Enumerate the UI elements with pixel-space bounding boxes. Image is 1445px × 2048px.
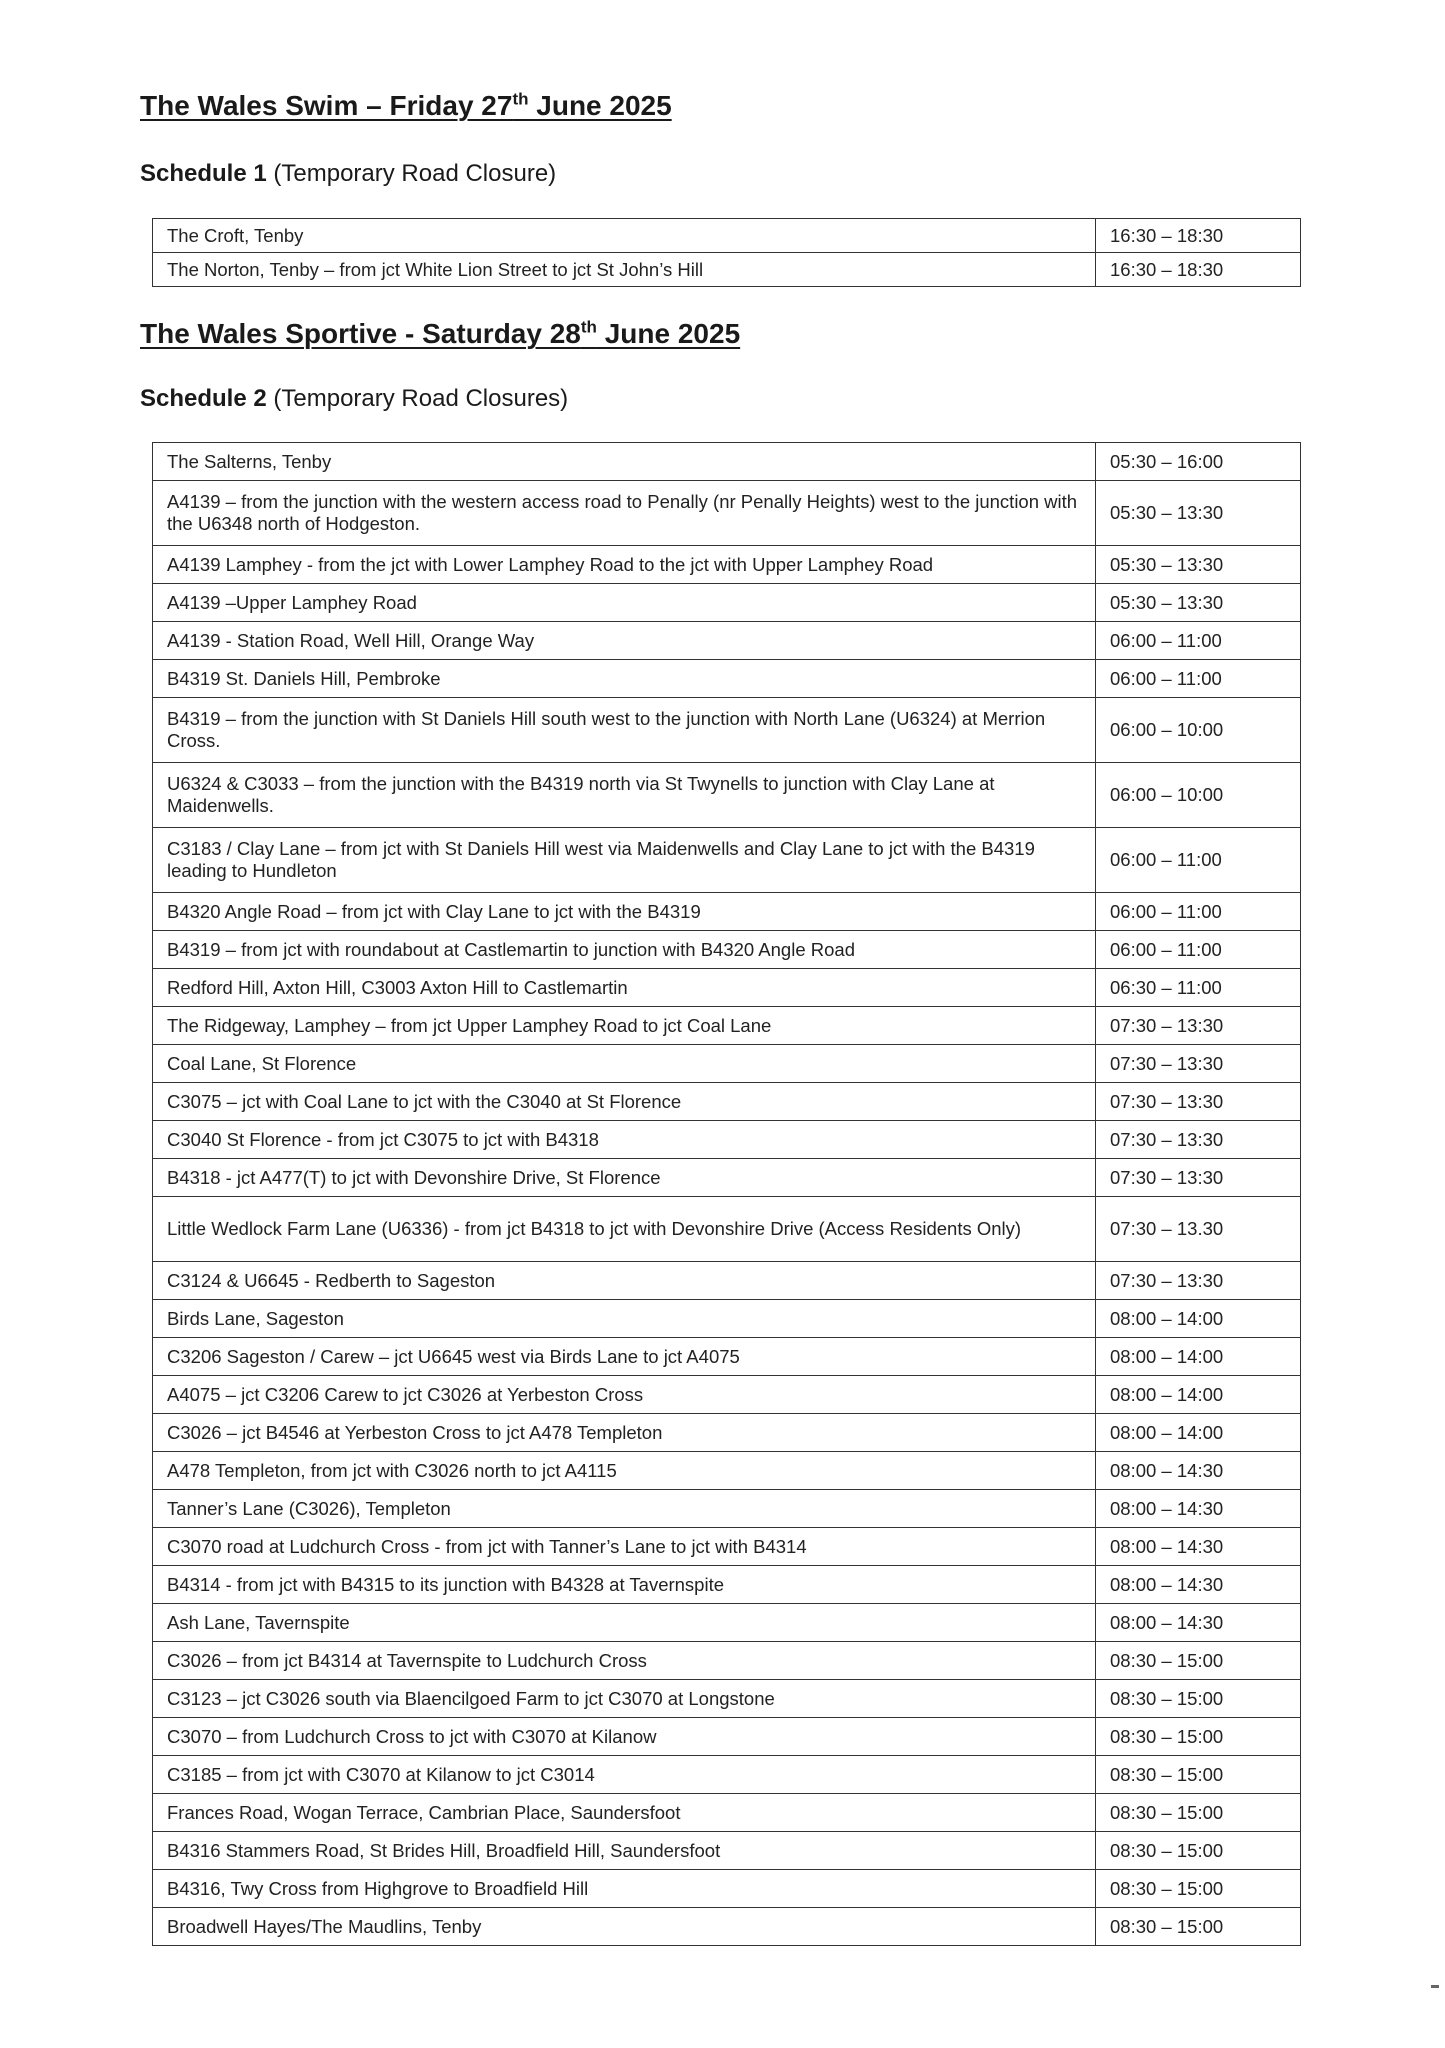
closure-time-cell: 08:30 – 15:00 bbox=[1096, 1794, 1301, 1832]
road-cell: Coal Lane, St Florence bbox=[153, 1045, 1096, 1083]
sportive-heading-sup: th bbox=[580, 317, 597, 337]
road-cell: B4316 Stammers Road, St Brides Hill, Broadfield Hill, Saundersfoot bbox=[153, 1832, 1096, 1870]
closure-time-cell: 06:00 – 11:00 bbox=[1096, 622, 1301, 660]
schedule-2-heading bbox=[140, 385, 568, 413]
closure-row bbox=[153, 1262, 1301, 1300]
road-cell: A4139 – from the junction with the western access road to Penally (nr Penally Heights) west to the junction with the U6348 north of Hodgeston. bbox=[153, 481, 1096, 546]
closure-row bbox=[153, 1642, 1301, 1680]
closure-time-cell: 08:30 – 15:00 bbox=[1096, 1870, 1301, 1908]
road-cell: C3123 – jct C3026 south via Blaencilgoed Farm to jct C3070 at Longstone bbox=[153, 1680, 1096, 1718]
road-cell: A4139 - Station Road, Well Hill, Orange Way bbox=[153, 622, 1096, 660]
road-cell: B4319 – from the junction with St Daniels Hill south west to the junction with North Lane (U6324) at Merrion Cross. bbox=[153, 698, 1096, 763]
closure-time-cell: 07:30 – 13.30 bbox=[1096, 1197, 1301, 1262]
closure-time-cell: 08:30 – 15:00 bbox=[1096, 1642, 1301, 1680]
closure-row bbox=[153, 1490, 1301, 1528]
closure-time-cell: 08:00 – 14:00 bbox=[1096, 1376, 1301, 1414]
closure-time-cell: 07:30 – 13:30 bbox=[1096, 1121, 1301, 1159]
closure-row bbox=[153, 622, 1301, 660]
closure-row bbox=[153, 1300, 1301, 1338]
closure-time-cell: 06:00 – 11:00 bbox=[1096, 828, 1301, 893]
closure-row bbox=[153, 1680, 1301, 1718]
closure-time-cell: 08:00 – 14:30 bbox=[1096, 1452, 1301, 1490]
schedule-1-heading bbox=[140, 160, 556, 188]
road-cell: Redford Hill, Axton Hill, C3003 Axton Hill to Castlemartin bbox=[153, 969, 1096, 1007]
closure-time-cell: 08:30 – 15:00 bbox=[1096, 1718, 1301, 1756]
closure-time-cell: 08:30 – 15:00 bbox=[1096, 1680, 1301, 1718]
road-cell: C3070 road at Ludchurch Cross - from jct with Tanner’s Lane to jct with B4314 bbox=[153, 1528, 1096, 1566]
road-cell: Ash Lane, Tavernspite bbox=[153, 1604, 1096, 1642]
road-cell: B4316, Twy Cross from Highgrove to Broadfield Hill bbox=[153, 1870, 1096, 1908]
swim-heading-sup: th bbox=[512, 89, 529, 109]
closure-row bbox=[153, 481, 1301, 546]
closure-time-cell: 07:30 – 13:30 bbox=[1096, 1083, 1301, 1121]
road-cell: B4319 – from jct with roundabout at Castlemartin to junction with B4320 Angle Road bbox=[153, 931, 1096, 969]
road-cell: C3124 & U6645 - Redberth to Sageston bbox=[153, 1262, 1096, 1300]
closure-row bbox=[153, 1718, 1301, 1756]
closure-time-cell: 08:30 – 15:00 bbox=[1096, 1908, 1301, 1946]
closure-row bbox=[153, 893, 1301, 931]
closure-time-cell: 06:00 – 10:00 bbox=[1096, 763, 1301, 828]
closure-row bbox=[153, 969, 1301, 1007]
road-cell: B4318 - jct A477(T) to jct with Devonshire Drive, St Florence bbox=[153, 1159, 1096, 1197]
road-cell: B4314 - from jct with B4315 to its junction with B4328 at Tavernspite bbox=[153, 1566, 1096, 1604]
closure-time-cell: 07:30 – 13:30 bbox=[1096, 1159, 1301, 1197]
road-cell: C3026 – jct B4546 at Yerbeston Cross to jct A478 Templeton bbox=[153, 1414, 1096, 1452]
closure-row bbox=[153, 584, 1301, 622]
road-cell: C3206 Sageston / Carew – jct U6645 west via Birds Lane to jct A4075 bbox=[153, 1338, 1096, 1376]
closure-row bbox=[153, 1007, 1301, 1045]
scan-edge-mark bbox=[1431, 1985, 1439, 1988]
closure-time-cell: 08:00 – 14:30 bbox=[1096, 1528, 1301, 1566]
road-cell: The Norton, Tenby – from jct White Lion Street to jct St John’s Hill bbox=[153, 253, 1096, 287]
closure-time-cell: 07:30 – 13:30 bbox=[1096, 1045, 1301, 1083]
closure-row bbox=[153, 1414, 1301, 1452]
closure-time-cell: 06:00 – 11:00 bbox=[1096, 660, 1301, 698]
schedule-2-table bbox=[152, 442, 1301, 1946]
road-cell: A478 Templeton, from jct with C3026 north to jct A4115 bbox=[153, 1452, 1096, 1490]
schedule-1-note: (Temporary Road Closure) bbox=[273, 160, 557, 187]
closure-row bbox=[153, 660, 1301, 698]
closure-time-cell: 05:30 – 13:30 bbox=[1096, 546, 1301, 584]
road-cell: A4075 – jct C3206 Carew to jct C3026 at Yerbeston Cross bbox=[153, 1376, 1096, 1414]
closure-row bbox=[153, 1083, 1301, 1121]
closure-row bbox=[153, 1045, 1301, 1083]
closure-row bbox=[153, 253, 1301, 287]
closure-row bbox=[153, 1832, 1301, 1870]
road-cell: C3040 St Florence - from jct C3075 to jct with B4318 bbox=[153, 1121, 1096, 1159]
road-cell: A4139 –Upper Lamphey Road bbox=[153, 584, 1096, 622]
schedule-2-label: Schedule 2 bbox=[140, 385, 267, 412]
closure-time-cell: 06:00 – 11:00 bbox=[1096, 931, 1301, 969]
closure-row bbox=[153, 219, 1301, 253]
closure-row bbox=[153, 1566, 1301, 1604]
closure-time-cell: 05:30 – 13:30 bbox=[1096, 481, 1301, 546]
closure-time-cell: 07:30 – 13:30 bbox=[1096, 1007, 1301, 1045]
sportive-heading-text: The Wales Sportive - Saturday 28 bbox=[140, 318, 581, 349]
road-cell: Tanner’s Lane (C3026), Templeton bbox=[153, 1490, 1096, 1528]
closure-row bbox=[153, 931, 1301, 969]
road-cell: Broadwell Hayes/The Maudlins, Tenby bbox=[153, 1908, 1096, 1946]
closure-time-cell: 06:00 – 11:00 bbox=[1096, 893, 1301, 931]
road-cell: B4320 Angle Road – from jct with Clay Lane to jct with the B4319 bbox=[153, 893, 1096, 931]
road-cell: C3183 / Clay Lane – from jct with St Daniels Hill west via Maidenwells and Clay Lane to jct with the B4319 leading to Hundleton bbox=[153, 828, 1096, 893]
closure-row bbox=[153, 1376, 1301, 1414]
closure-row bbox=[153, 1756, 1301, 1794]
closure-row bbox=[153, 1338, 1301, 1376]
closure-row bbox=[153, 443, 1301, 481]
closure-time-cell: 08:00 – 14:30 bbox=[1096, 1490, 1301, 1528]
closure-row bbox=[153, 1528, 1301, 1566]
closure-time-cell: 06:30 – 11:00 bbox=[1096, 969, 1301, 1007]
closure-row bbox=[153, 1908, 1301, 1946]
road-cell: Birds Lane, Sageston bbox=[153, 1300, 1096, 1338]
closure-row bbox=[153, 698, 1301, 763]
swim-heading bbox=[140, 90, 672, 122]
closure-row bbox=[153, 1197, 1301, 1262]
closure-time-cell: 08:00 – 14:00 bbox=[1096, 1414, 1301, 1452]
closure-row bbox=[153, 1870, 1301, 1908]
road-cell: The Croft, Tenby bbox=[153, 219, 1096, 253]
road-cell: Frances Road, Wogan Terrace, Cambrian Place, Saundersfoot bbox=[153, 1794, 1096, 1832]
closure-time-cell: 05:30 – 13:30 bbox=[1096, 584, 1301, 622]
closure-time-cell: 08:00 – 14:30 bbox=[1096, 1566, 1301, 1604]
road-cell: A4139 Lamphey - from the jct with Lower Lamphey Road to the jct with Upper Lamphey Road bbox=[153, 546, 1096, 584]
road-cell: C3070 – from Ludchurch Cross to jct with C3070 at Kilanow bbox=[153, 1718, 1096, 1756]
closure-row bbox=[153, 1604, 1301, 1642]
closure-time-cell: 16:30 – 18:30 bbox=[1096, 219, 1301, 253]
swim-heading-tail: June 2025 bbox=[528, 90, 672, 121]
sportive-heading-tail: June 2025 bbox=[596, 318, 741, 349]
closure-time-cell: 05:30 – 16:00 bbox=[1096, 443, 1301, 481]
road-cell: C3075 – jct with Coal Lane to jct with the C3040 at St Florence bbox=[153, 1083, 1096, 1121]
road-cell: C3026 – from jct B4314 at Tavernspite to Ludchurch Cross bbox=[153, 1642, 1096, 1680]
closure-time-cell: 08:30 – 15:00 bbox=[1096, 1756, 1301, 1794]
closure-time-cell: 06:00 – 10:00 bbox=[1096, 698, 1301, 763]
road-cell: B4319 St. Daniels Hill, Pembroke bbox=[153, 660, 1096, 698]
swim-heading-text: The Wales Swim – Friday 27 bbox=[140, 90, 513, 121]
road-cell: C3185 – from jct with C3070 at Kilanow to jct C3014 bbox=[153, 1756, 1096, 1794]
closure-row bbox=[153, 828, 1301, 893]
closure-time-cell: 16:30 – 18:30 bbox=[1096, 253, 1301, 287]
road-cell: Little Wedlock Farm Lane (U6336) - from jct B4318 to jct with Devonshire Drive (Access Residents Only) bbox=[153, 1197, 1096, 1262]
closure-row bbox=[153, 546, 1301, 584]
closure-time-cell: 08:00 – 14:00 bbox=[1096, 1300, 1301, 1338]
closure-row bbox=[153, 1452, 1301, 1490]
closure-row bbox=[153, 1159, 1301, 1197]
road-cell: The Ridgeway, Lamphey – from jct Upper Lamphey Road to jct Coal Lane bbox=[153, 1007, 1096, 1045]
road-cell: U6324 & C3033 – from the junction with the B4319 north via St Twynells to junction with Clay Lane at Maidenwells. bbox=[153, 763, 1096, 828]
closure-time-cell: 08:30 – 15:00 bbox=[1096, 1832, 1301, 1870]
closure-row bbox=[153, 763, 1301, 828]
closure-row bbox=[153, 1794, 1301, 1832]
closure-time-cell: 08:00 – 14:30 bbox=[1096, 1604, 1301, 1642]
schedule-2-note: (Temporary Road Closures) bbox=[273, 385, 569, 412]
schedule-1-table bbox=[152, 218, 1301, 287]
sportive-heading bbox=[140, 318, 740, 350]
closure-row bbox=[153, 1121, 1301, 1159]
road-cell: The Salterns, Tenby bbox=[153, 443, 1096, 481]
closure-time-cell: 07:30 – 13:30 bbox=[1096, 1262, 1301, 1300]
schedule-1-label: Schedule 1 bbox=[140, 160, 267, 187]
closure-time-cell: 08:00 – 14:00 bbox=[1096, 1338, 1301, 1376]
